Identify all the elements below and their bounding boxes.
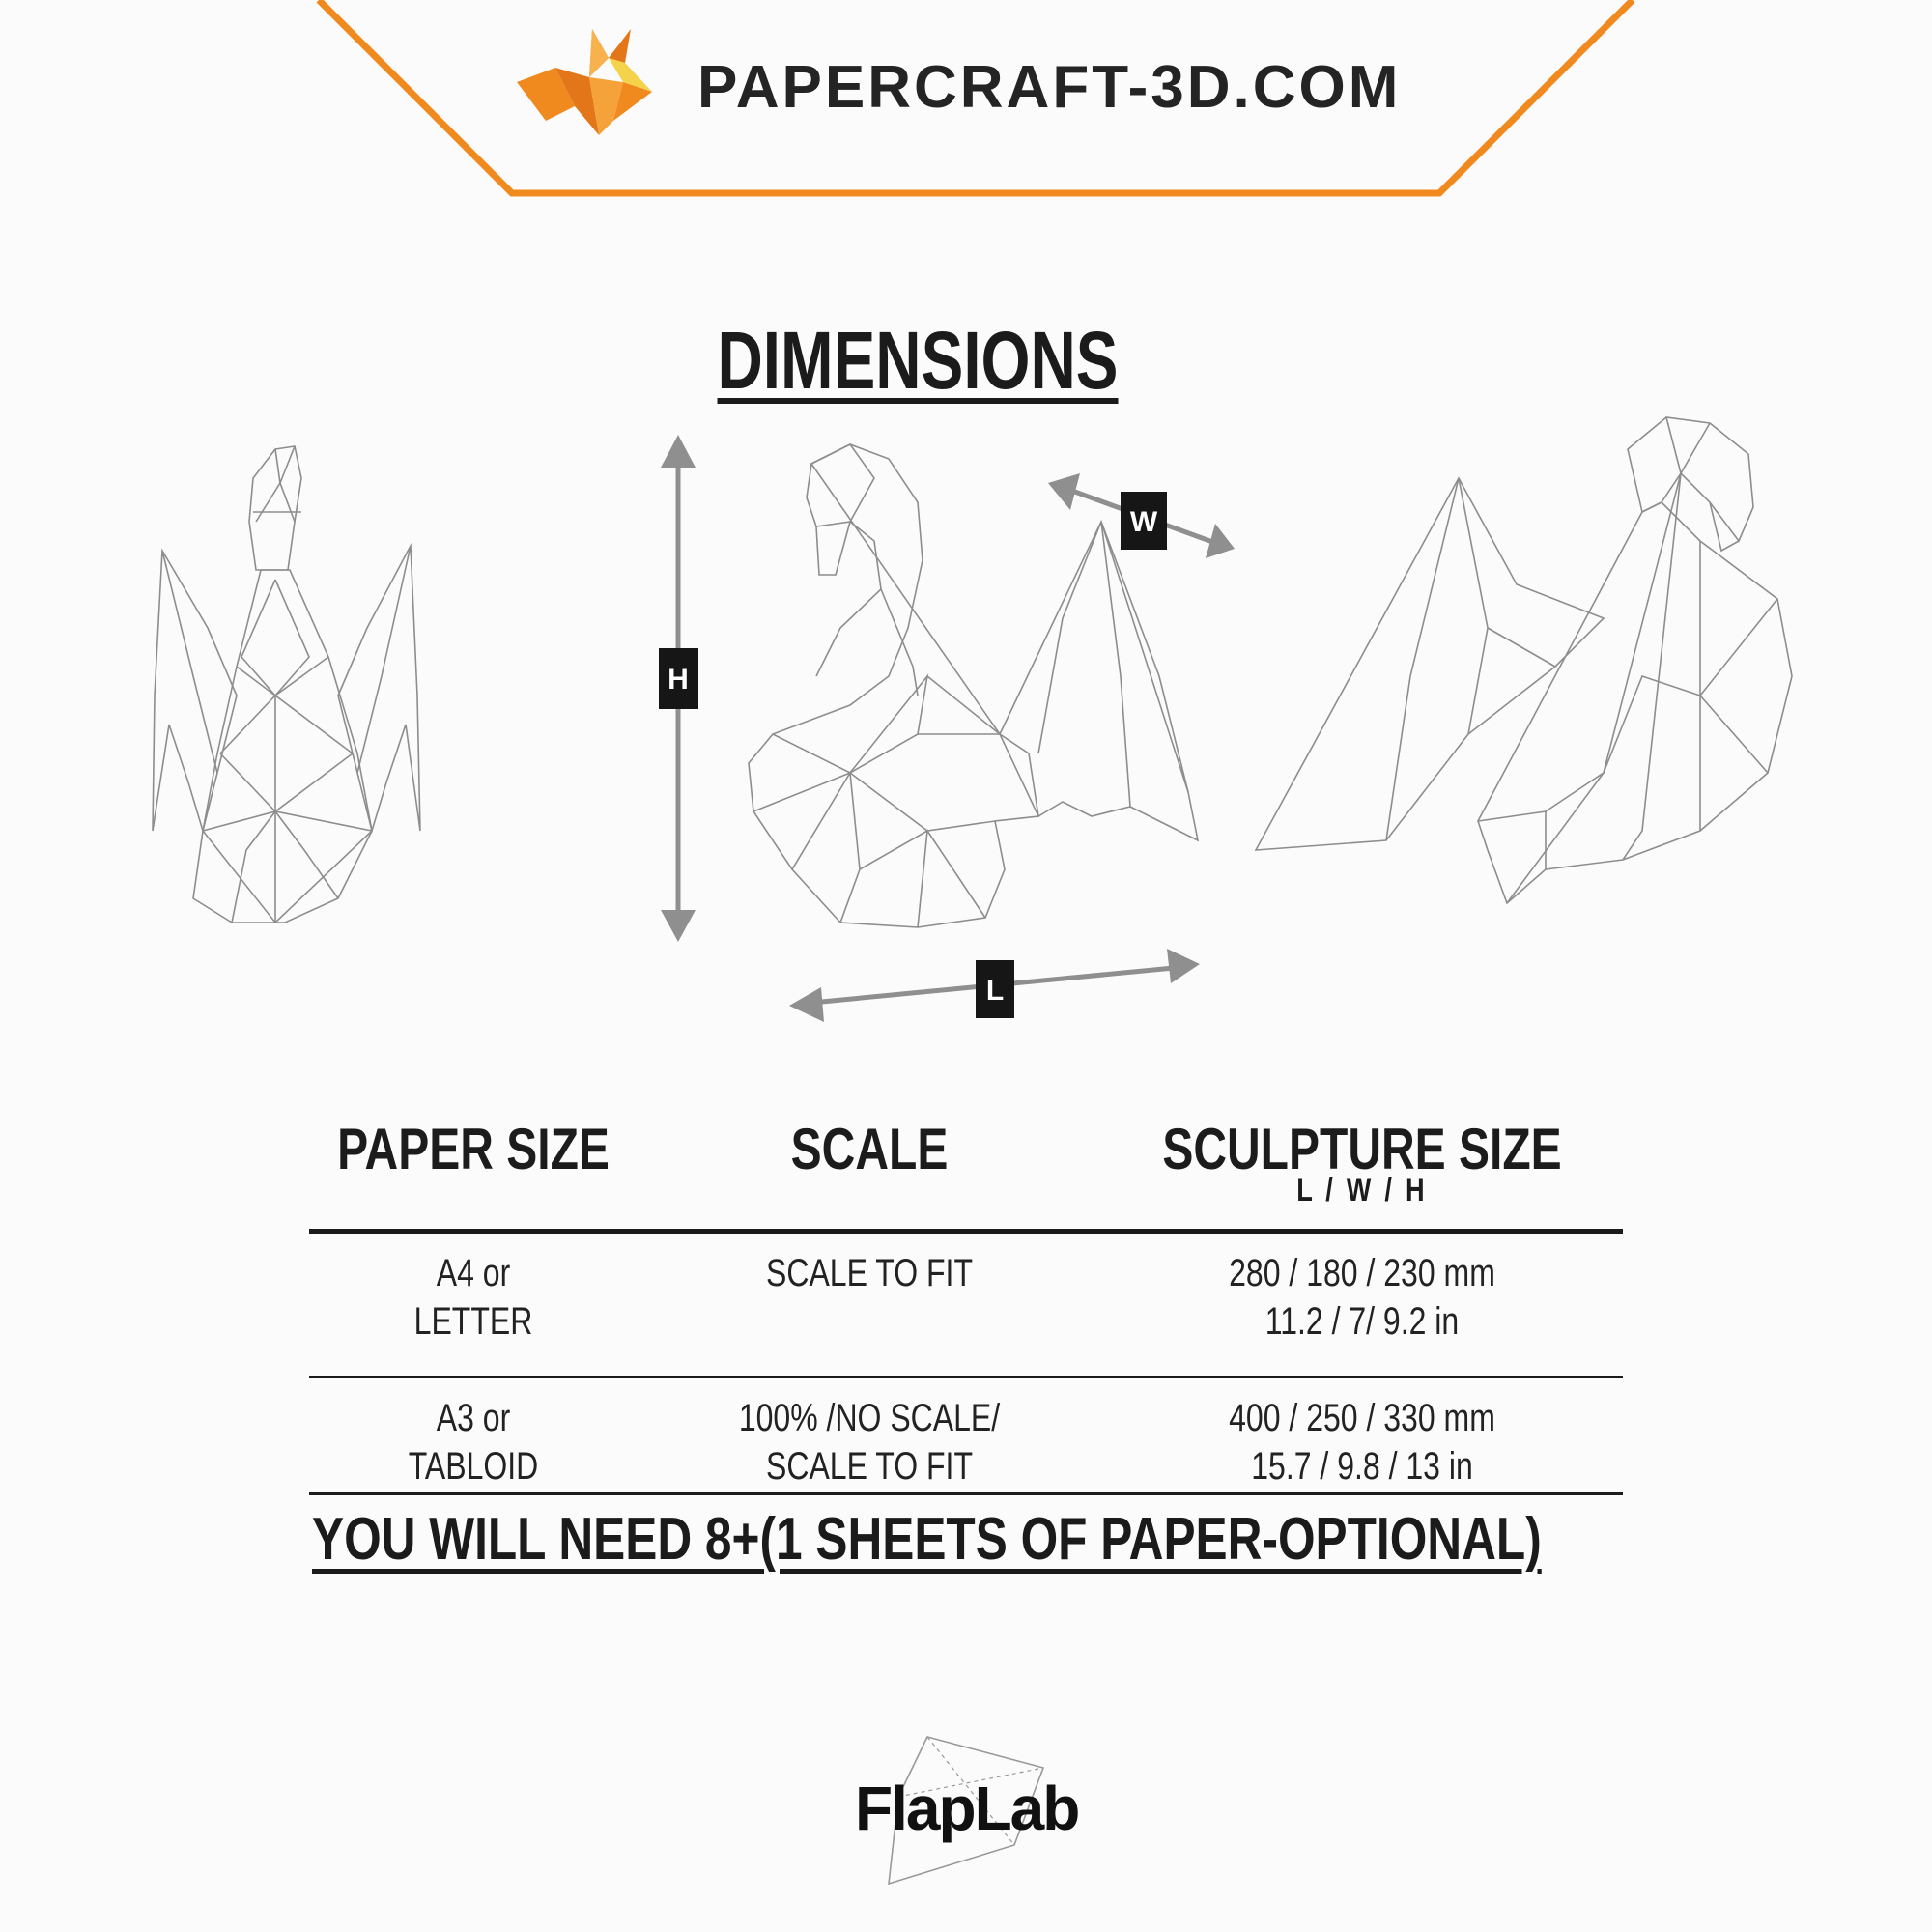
paper-requirement-note: YOU WILL NEED 8+(1 SHEETS OF PAPER-OPTIONAL) bbox=[312, 1506, 1542, 1573]
scale-line: SCALE TO FIT bbox=[766, 1445, 973, 1488]
column-header-scale: SCALE bbox=[790, 1117, 949, 1181]
size-in: 11.2 / 7/ 9.2 in bbox=[1264, 1300, 1460, 1343]
length-dimension-arrow bbox=[789, 949, 1200, 1022]
dragon-illustrations bbox=[0, 406, 1932, 1043]
table-row-1-scale bbox=[715, 1249, 1024, 1297]
table-rule-middle bbox=[309, 1376, 1623, 1378]
width-dimension-arrow bbox=[0, 406, 1235, 558]
origami-fox-icon bbox=[517, 24, 657, 145]
paper-size-line: A3 or bbox=[436, 1397, 511, 1439]
column-header-sculpture-size: SCULPTURE SIZE bbox=[1162, 1117, 1562, 1181]
table-row-2-sculpture-size bbox=[1161, 1394, 1563, 1491]
dragon-back-view bbox=[1256, 417, 1792, 903]
size-mm: 400 / 250 / 330 mm bbox=[1229, 1397, 1495, 1439]
length-label: L bbox=[985, 975, 1005, 1007]
paper-size-line: TABLOID bbox=[408, 1445, 539, 1488]
table-row-1-sculpture-size bbox=[1161, 1249, 1563, 1346]
width-label: W bbox=[1129, 506, 1158, 538]
column-header-paper-size: PAPER SIZE bbox=[337, 1117, 610, 1181]
scale-line: SCALE TO FIT bbox=[766, 1252, 973, 1294]
paper-size-line: LETTER bbox=[413, 1300, 533, 1343]
table-row-2-scale bbox=[715, 1394, 1024, 1491]
height-dimension-arrow bbox=[659, 435, 698, 942]
table-row-1-paper-size bbox=[342, 1249, 605, 1346]
table-row-2-paper-size bbox=[342, 1394, 605, 1491]
column-subheader-lwh: L / W / H bbox=[1296, 1172, 1428, 1208]
height-label: H bbox=[668, 664, 689, 696]
size-mm: 280 / 180 / 230 mm bbox=[1229, 1252, 1495, 1294]
table-rule-bottom bbox=[309, 1492, 1623, 1495]
dragon-front-view bbox=[153, 446, 420, 923]
size-in: 15.7 / 9.8 / 13 in bbox=[1251, 1445, 1473, 1488]
paper-size-line: A4 or bbox=[436, 1252, 511, 1294]
footer-brand[interactable]: FlapLab bbox=[855, 1774, 1079, 1843]
table-rule-top bbox=[309, 1229, 1623, 1234]
scale-line: 100% /NO SCALE/ bbox=[738, 1397, 1001, 1439]
page-title: DIMENSIONS bbox=[717, 315, 1119, 406]
site-name[interactable]: PAPERCRAFT-3D.COM bbox=[697, 54, 1402, 121]
